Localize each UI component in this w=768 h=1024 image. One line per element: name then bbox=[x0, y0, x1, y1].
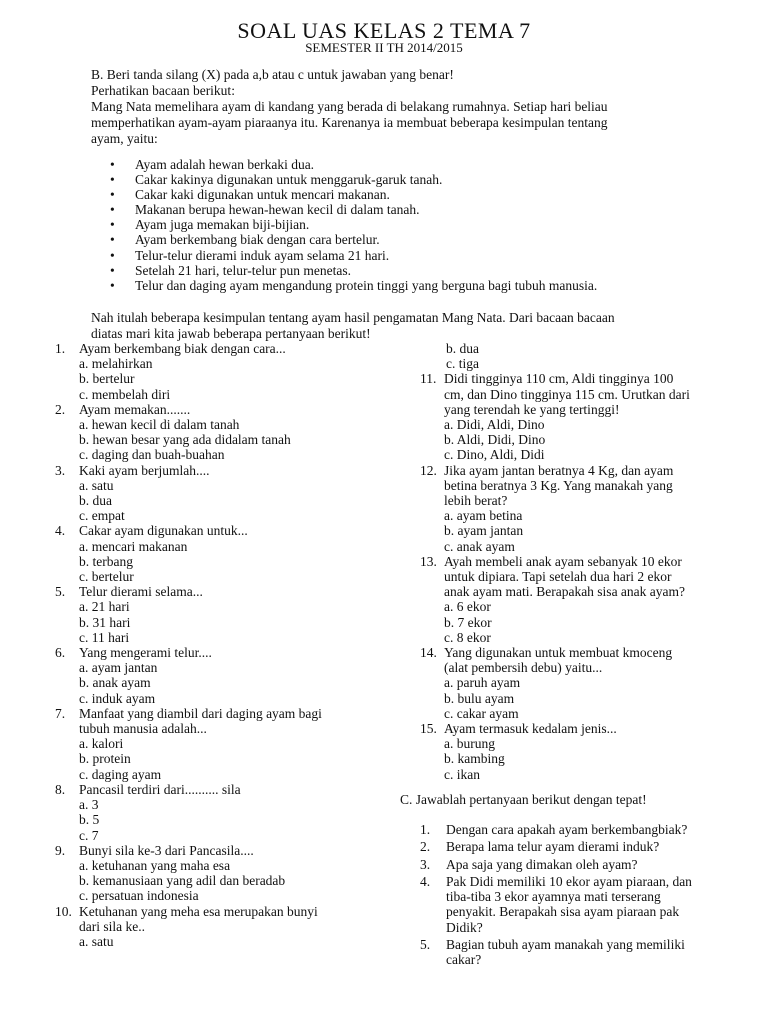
question-option[interactable]: c. daging ayam bbox=[79, 766, 162, 782]
list-item: • Ayam adalah hewan berkaki dua. bbox=[110, 157, 710, 172]
reading-lead: Perhatikan bacaan berikut: bbox=[91, 83, 235, 98]
section-c-heading: C. Jawablah pertanyaan berikut dengan tepat! bbox=[400, 792, 647, 807]
question-text: Manfaat yang diambil dari daging ayam bagi bbox=[79, 705, 322, 721]
question-text: anak ayam mati. Berapakah sisa anak ayam? bbox=[444, 584, 686, 600]
question-option[interactable]: a. ketuhanan yang maha esa bbox=[79, 857, 231, 873]
question-item bbox=[55, 904, 375, 950]
questions-left-column bbox=[55, 341, 375, 949]
question-number: 5. bbox=[55, 584, 66, 600]
question-option[interactable]: c. induk ayam bbox=[79, 690, 156, 706]
question-text: Ayah membeli anak ayam sebanyak 10 ekor bbox=[444, 553, 682, 569]
questions-right-column bbox=[420, 341, 730, 782]
question-text: untuk dipiara. Tapi setelah dua hari 2 ekor bbox=[444, 569, 672, 585]
list-item: • Makanan berupa hewan-hewan kecil di dalam tanah. bbox=[110, 202, 710, 217]
closing-line: diatas mari kita jawab beberapa pertanyaan berikut! bbox=[91, 325, 371, 341]
question-option[interactable]: b. 5 bbox=[79, 812, 100, 828]
essay-number: 4. bbox=[420, 873, 431, 889]
question-item bbox=[55, 523, 375, 584]
question-option[interactable]: a. ayam jantan bbox=[79, 660, 158, 676]
question-item bbox=[420, 721, 730, 782]
question-item bbox=[55, 463, 375, 524]
question-text: Yang mengerami telur.... bbox=[79, 645, 212, 661]
question-option[interactable]: b. anak ayam bbox=[79, 675, 151, 691]
essay-number: 3. bbox=[420, 856, 431, 872]
question-text: Didi tingginya 110 cm, Aldi tingginya 100 bbox=[444, 371, 674, 387]
list-item: • Ayam juga memakan biji-bijian. bbox=[110, 217, 710, 232]
question-number: 6. bbox=[55, 645, 66, 661]
essay-text: Bagian tubuh ayam manakah yang memiliki bbox=[446, 937, 685, 953]
conclusion-list bbox=[110, 157, 710, 293]
question-option[interactable]: a. 21 hari bbox=[79, 599, 130, 615]
reading-paragraph-line: ayam, yaitu: bbox=[91, 131, 158, 146]
question-number: 2. bbox=[55, 401, 66, 417]
question-option[interactable]: b. protein bbox=[79, 751, 131, 767]
question-text: Bunyi sila ke-3 dari Pancasila.... bbox=[79, 842, 254, 858]
question-option[interactable]: b. 7 ekor bbox=[444, 614, 492, 630]
question-option[interactable]: a. 6 ekor bbox=[444, 599, 491, 615]
question-item bbox=[55, 843, 375, 904]
question-text: cm, dan Dino tingginya 115 cm. Urutkan dari bbox=[444, 386, 690, 402]
question-text: Pancasil terdiri dari.......... sila bbox=[79, 781, 241, 797]
question-number: 1. bbox=[55, 341, 66, 356]
question-option[interactable]: b. Aldi, Didi, Dino bbox=[444, 432, 546, 448]
question-number bbox=[55, 721, 79, 736]
question-text: yang terendah ke yang tertinggi! bbox=[444, 401, 620, 417]
page-subtitle: SEMESTER II TH 2014/2015 bbox=[305, 40, 463, 55]
list-item: • Ayam berkembang biak dengan cara bertelur. bbox=[110, 232, 710, 247]
essay-text: penyakit. Berapakah sisa ayam piaraan pak bbox=[446, 904, 680, 920]
question-text: lebih berat? bbox=[444, 493, 508, 509]
question-number bbox=[420, 478, 444, 493]
question-item bbox=[55, 782, 375, 843]
list-item: • Cakar kaki digunakan untuk mencari makanan. bbox=[110, 187, 710, 202]
reading-paragraph-line: memperhatikan ayam-ayam piaraanya itu. Karenanya ia membuat beberapa kesimpulan tentang bbox=[91, 115, 608, 130]
question-number: 7. bbox=[55, 705, 66, 721]
essay-number: 2. bbox=[420, 839, 431, 855]
question-option[interactable]: b. hewan besar yang ada didalam tanah bbox=[79, 432, 291, 448]
page-title: SOAL UAS KELAS 2 TEMA 7 bbox=[237, 18, 531, 43]
essay-question bbox=[420, 822, 740, 837]
question-text: Ketuhanan yang meha esa merupakan bunyi bbox=[79, 903, 318, 919]
question-text: Yang digunakan untuk membuat kmoceng bbox=[444, 645, 673, 661]
question-option[interactable]: a. Didi, Aldi, Dino bbox=[444, 417, 545, 433]
question-number: 4. bbox=[55, 523, 66, 539]
question-number bbox=[420, 660, 444, 675]
list-item: • Setelah 21 hari, telur-telur pun menetas. bbox=[110, 263, 710, 278]
essay-text: Berapa lama telur ayam dierami induk? bbox=[446, 839, 660, 855]
question-text: Ayam berkembang biak dengan cara... bbox=[79, 341, 286, 356]
question-text: betina beratnya 3 Kg. Yang manakah yang bbox=[444, 477, 673, 493]
question-option[interactable]: c. daging dan buah-buahan bbox=[79, 447, 225, 463]
essay-question bbox=[420, 874, 740, 935]
closing-paragraph bbox=[91, 310, 691, 341]
question-option[interactable]: a. satu bbox=[79, 477, 114, 493]
question-text: Jika ayam jantan beratnya 4 Kg, dan ayam bbox=[444, 462, 674, 478]
question-item bbox=[55, 706, 375, 782]
question-option[interactable]: c. cakar ayam bbox=[444, 705, 519, 721]
question-text: Ayam termasuk kedalam jenis... bbox=[444, 721, 617, 737]
question-number bbox=[420, 402, 444, 417]
question-option[interactable]: c. persatuan indonesia bbox=[79, 888, 199, 904]
question-option[interactable]: b. dua bbox=[446, 341, 479, 356]
essay-text: cakar? bbox=[446, 952, 482, 968]
question-item bbox=[55, 645, 375, 706]
essay-questions bbox=[420, 822, 740, 970]
essay-question bbox=[420, 857, 740, 872]
question-item bbox=[55, 584, 375, 645]
question-option[interactable]: b. ayam jantan bbox=[444, 523, 524, 539]
question-number: 12. bbox=[420, 462, 437, 478]
question-option[interactable]: a. ayam betina bbox=[444, 508, 523, 524]
question-option[interactable]: b. terbang bbox=[79, 553, 133, 569]
question-text: Cakar ayam digunakan untuk... bbox=[79, 523, 248, 539]
question-option[interactable]: c. anak ayam bbox=[444, 538, 515, 554]
question-option[interactable]: b. bertelur bbox=[79, 371, 135, 387]
question-number: 14. bbox=[420, 645, 437, 661]
question-number: 8. bbox=[55, 781, 66, 797]
question-option[interactable]: a. hewan kecil di dalam tanah bbox=[79, 417, 240, 433]
essay-text: tiba-tiba 3 ekor ayamnya mati terserang bbox=[446, 889, 661, 905]
essay-text: Dengan cara apakah ayam berkembangbiak? bbox=[446, 822, 688, 837]
question-option[interactable]: a. satu bbox=[79, 933, 114, 949]
list-item: • Cakar kakinya digunakan untuk menggaruk-garuk tanah. bbox=[110, 172, 710, 187]
essay-text: Apa saja yang dimakan oleh ayam? bbox=[446, 856, 638, 872]
question-number bbox=[420, 493, 444, 508]
question-option[interactable]: a. burung bbox=[444, 736, 495, 752]
question-option[interactable]: a. mencari makanan bbox=[79, 538, 188, 554]
question-option[interactable]: c. 11 hari bbox=[79, 629, 130, 645]
question-option[interactable]: c. 8 ekor bbox=[444, 629, 491, 645]
question-option[interactable]: c. ikan bbox=[444, 766, 480, 782]
question-option[interactable]: a. kalori bbox=[79, 736, 124, 752]
question-option[interactable]: c. membelah diri bbox=[79, 386, 171, 402]
question-option[interactable]: c. bertelur bbox=[79, 569, 134, 585]
question-option[interactable]: b. kemanusiaan yang adil dan beradab bbox=[79, 873, 286, 889]
question-item bbox=[55, 341, 375, 402]
question-item bbox=[420, 371, 730, 462]
question-option[interactable]: c. 7 bbox=[79, 827, 99, 843]
question-item bbox=[420, 645, 730, 721]
list-item: • Telur dan daging ayam mengandung protein tinggi yang berguna bagi tubuh manusia. bbox=[110, 278, 710, 293]
question-text: Ayam memakan....... bbox=[79, 401, 191, 417]
intro-section bbox=[91, 67, 691, 147]
question-number: 9. bbox=[55, 842, 66, 858]
question-item bbox=[420, 463, 730, 554]
closing-line: Nah itulah beberapa kesimpulan tentang ayam hasil pengamatan Mang Nata. Dari bacaan bacaan bbox=[91, 310, 615, 325]
question-option[interactable]: a. melahirkan bbox=[79, 356, 153, 372]
question-number: 3. bbox=[55, 462, 66, 478]
question-number: 11. bbox=[420, 371, 437, 387]
question-text: Kaki ayam berjumlah.... bbox=[79, 462, 210, 478]
essay-question bbox=[420, 937, 740, 968]
question-option[interactable]: b. 31 hari bbox=[79, 614, 131, 630]
question-option[interactable]: a. paruh ayam bbox=[444, 675, 521, 691]
section-b-instruction: B. Beri tanda silang (X) pada a,b atau c untuk jawaban yang benar! bbox=[91, 67, 454, 82]
question-option[interactable]: c. empat bbox=[79, 508, 125, 524]
question-number bbox=[420, 387, 444, 402]
question-option[interactable]: b. bulu ayam bbox=[444, 690, 515, 706]
question-item bbox=[55, 402, 375, 463]
question-option[interactable]: a. 3 bbox=[79, 797, 99, 813]
question-text: tubuh manusia adalah... bbox=[79, 721, 207, 737]
question-number bbox=[55, 919, 79, 934]
question-item bbox=[420, 554, 730, 645]
question-text: (alat pembersih debu) yaitu... bbox=[444, 660, 603, 676]
question-option[interactable]: c. Dino, Aldi, Didi bbox=[444, 447, 545, 463]
essay-question bbox=[420, 839, 740, 854]
essay-text: Pak Didi memiliki 10 ekor ayam piaraan, dan bbox=[446, 873, 692, 889]
list-item: • Telur-telur dierami induk ayam selama 21 hari. bbox=[110, 248, 710, 263]
essay-text: Didik? bbox=[446, 919, 483, 935]
essay-number: 1. bbox=[420, 822, 431, 837]
question-number bbox=[420, 584, 444, 599]
question-number: 10. bbox=[55, 903, 72, 919]
essay-number: 5. bbox=[420, 937, 431, 953]
reading-paragraph-line: Mang Nata memelihara ayam di kandang yang berada di belakang rumahnya. Setiap hari beliau bbox=[91, 99, 608, 114]
question-number bbox=[420, 569, 444, 584]
question-number: 13. bbox=[420, 553, 437, 569]
question-option[interactable]: c. tiga bbox=[446, 356, 479, 372]
question-number: 15. bbox=[420, 721, 437, 737]
question-text: Telur dierami selama... bbox=[79, 584, 203, 600]
question-text: dari sila ke.. bbox=[79, 918, 145, 934]
question-option[interactable]: b. kambing bbox=[444, 751, 505, 767]
question-option[interactable]: b. dua bbox=[79, 493, 112, 509]
